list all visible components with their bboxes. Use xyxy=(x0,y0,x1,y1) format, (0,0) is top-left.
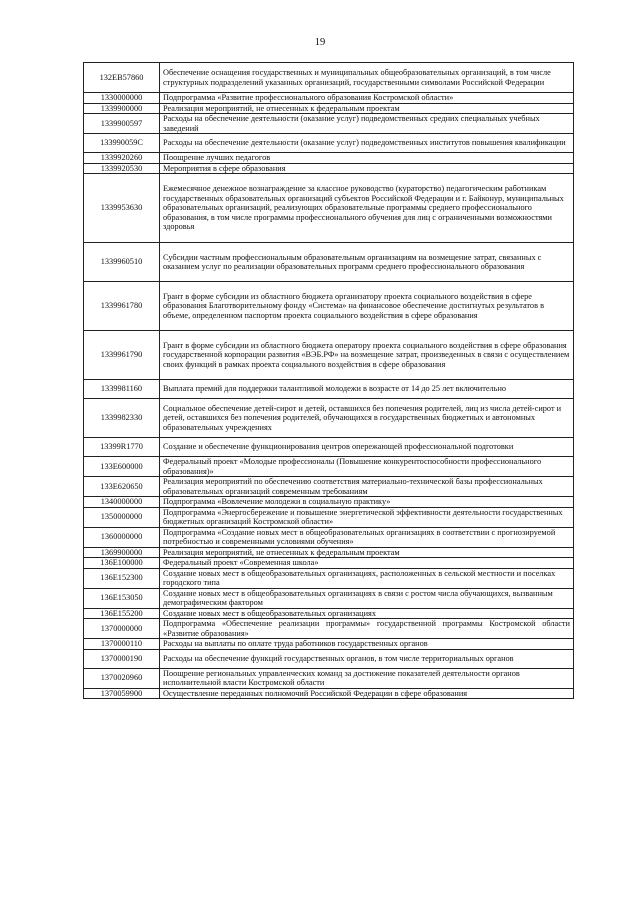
table-row xyxy=(84,457,574,477)
table-row xyxy=(84,282,574,331)
row-code: 1339920530 xyxy=(84,163,160,174)
table-row xyxy=(84,477,574,497)
row-code: 1339961790 xyxy=(84,331,160,380)
row-code: 1330000000 xyxy=(84,93,160,104)
table-body xyxy=(84,63,574,699)
row-description: Подпрограмма «Создание новых мест в общеобразовательных организациях в соответствии с прогнозируемой потребностью и современными условиями обучения» xyxy=(160,527,574,547)
table-row xyxy=(84,438,574,457)
row-code: 1370059900 xyxy=(84,688,160,699)
row-description: Осуществление переданных полномочий Российской Федерации в сфере образования xyxy=(160,688,574,699)
row-code: 133E600000 xyxy=(84,457,160,477)
table-row xyxy=(84,153,574,164)
row-description: Создание новых мест в общеобразовательных организациях в связи с ростом числа обучающихся, вызванным демографическим фактором xyxy=(160,588,574,608)
table-row xyxy=(84,547,574,558)
row-code: 1370000190 xyxy=(84,649,160,668)
row-description: Федеральный проект «Молодые профессионалы (Повышение конкурентоспособности профессионального образования)» xyxy=(160,457,574,477)
row-code: 1370000110 xyxy=(84,639,160,650)
row-description: Ежемесячное денежное вознаграждение за классное руководство (кураторство) педагогическим работникам государственных образовательных организаций субъектов Российской Федерации и г. Байконур, муниципальных образовательных организаций, реализующих образовательные программы среднего профессионального образования, в том числе программы профессионального обучения для лиц с ограниченными возможностями здоровья xyxy=(160,174,574,243)
table-row xyxy=(84,588,574,608)
row-description: Создание новых мест в общеобразовательных организациях, расположенных в сельской местности и поселках городского типа xyxy=(160,568,574,588)
row-description: Реализация мероприятий по обеспечению соответствия материально-технической базы профессиональных образовательных организаций современным требованиям xyxy=(160,477,574,497)
row-description: Расходы на выплаты по оплате труда работников государственных органов xyxy=(160,639,574,650)
row-description: Реализация мероприятий, не отнесенных к федеральным проектам xyxy=(160,103,574,114)
table-row xyxy=(84,619,574,639)
row-code: 1360000000 xyxy=(84,527,160,547)
table-row xyxy=(84,163,574,174)
row-description: Подпрограмма «Развитие профессионального образования Костромской области» xyxy=(160,93,574,104)
row-description: Подпрограмма «Обеспечение реализации программы» государственной программы Костромской области «Развитие образования» xyxy=(160,619,574,639)
table-row xyxy=(84,668,574,688)
row-code: 1370020960 xyxy=(84,668,160,688)
table-row xyxy=(84,649,574,668)
row-code: 1339920260 xyxy=(84,153,160,164)
row-code: 1339953630 xyxy=(84,174,160,243)
row-code: 136E152300 xyxy=(84,568,160,588)
row-description: Расходы на обеспечение функций государственных органов, в том числе территориальных органов xyxy=(160,649,574,668)
row-code: 136E100000 xyxy=(84,558,160,569)
row-code: 1370000000 xyxy=(84,619,160,639)
budget-codes-table xyxy=(83,62,574,699)
row-description: Реализация мероприятий, не отнесенных к федеральным проектам xyxy=(160,547,574,558)
row-code: 1340000000 xyxy=(84,497,160,508)
table-row xyxy=(84,174,574,243)
table-row xyxy=(84,558,574,569)
row-code: 1369900000 xyxy=(84,547,160,558)
row-description: Грант в форме субсидии из областного бюджета организатору проекта социального воздействия в сфере образования Благотворительному фонду «Система» на финансовое обеспечение достигнутых результатов в объеме, определенном паспортом проекта социального воздействия в сфере образования xyxy=(160,282,574,331)
row-code: 1339982330 xyxy=(84,399,160,438)
page-number: 19 xyxy=(314,37,326,48)
table-row xyxy=(84,527,574,547)
row-code: 13399R1770 xyxy=(84,438,160,457)
row-code: 1350000000 xyxy=(84,507,160,527)
row-description: Расходы на обеспечение деятельности (оказание услуг) подведомственных средних специальных учебных заведений xyxy=(160,114,574,134)
table-row xyxy=(84,608,574,619)
row-code: 1339900597 xyxy=(84,114,160,134)
row-description: Грант в форме субсидии из областного бюджета оператору проекта социального воздействия в сфере образования государственной корпорации развития «ВЭБ.РФ» на возмещение затрат, произведенных в связи с осуществлением своих функций в рамках проекта социального воздействия в сфере образования xyxy=(160,331,574,380)
row-description: Мероприятия в сфере образования xyxy=(160,163,574,174)
row-code: 132EB57860 xyxy=(84,63,160,93)
row-code: 1339961780 xyxy=(84,282,160,331)
table-row xyxy=(84,399,574,438)
row-code: 1339960510 xyxy=(84,243,160,282)
table-row xyxy=(84,507,574,527)
row-code: 133E620650 xyxy=(84,477,160,497)
row-description: Подпрограмма «Энергосбережение и повышение энергетической эффективности деятельности государственных бюджетных организаций Костромской области» xyxy=(160,507,574,527)
row-description: Подпрограмма «Вовлечение молодежи в социальную практику» xyxy=(160,497,574,508)
row-description: Субсидии частным профессиональным образовательным организациям на возмещение затрат, связанных с оказанием услуг по реализации образовательных программ среднего профессионального образования xyxy=(160,243,574,282)
row-description: Поощрение региональных управленческих команд за достижение показателей деятельности органов исполнительной власти Костромской области xyxy=(160,668,574,688)
table-row xyxy=(84,243,574,282)
table-row xyxy=(84,497,574,508)
table-row xyxy=(84,93,574,104)
table-row xyxy=(84,688,574,699)
row-description: Выплата премий для поддержки талантливой молодежи в возрасте от 14 до 25 лет включительно xyxy=(160,380,574,399)
table-row xyxy=(84,380,574,399)
table-row xyxy=(84,103,574,114)
table-row xyxy=(84,114,574,134)
table-row xyxy=(84,331,574,380)
row-description: Федеральный проект «Современная школа» xyxy=(160,558,574,569)
row-code: 136E155200 xyxy=(84,608,160,619)
row-code: 133990059С xyxy=(84,134,160,153)
row-code: 1339981160 xyxy=(84,380,160,399)
row-description: Поощрение лучших педагогов xyxy=(160,153,574,164)
table-row xyxy=(84,63,574,93)
row-description: Создание новых мест в общеобразовательных организациях xyxy=(160,608,574,619)
row-code: 1339900000 xyxy=(84,103,160,114)
row-description: Социальное обеспечение детей-сирот и детей, оставшихся без попечения родителей, лиц из числа детей-сирот и детей, оставшихся без попечения родителей, обучающихся в государственных бюджетных и автономных образовательных учреждениях xyxy=(160,399,574,438)
table-row xyxy=(84,568,574,588)
table-row xyxy=(84,134,574,153)
row-description: Создание и обеспечение функционирования центров опережающей профессиональной подготовки xyxy=(160,438,574,457)
table-row xyxy=(84,639,574,650)
row-code: 136E153050 xyxy=(84,588,160,608)
row-description: Обеспечение оснащения государственных и муниципальных общеобразовательных организаций, в том числе структурных подразделений указанных организаций, государственными символами Российской Федерации xyxy=(160,63,574,93)
row-description: Расходы на обеспечение деятельности (оказание услуг) подведомственных институтов повышения квалификации xyxy=(160,134,574,153)
